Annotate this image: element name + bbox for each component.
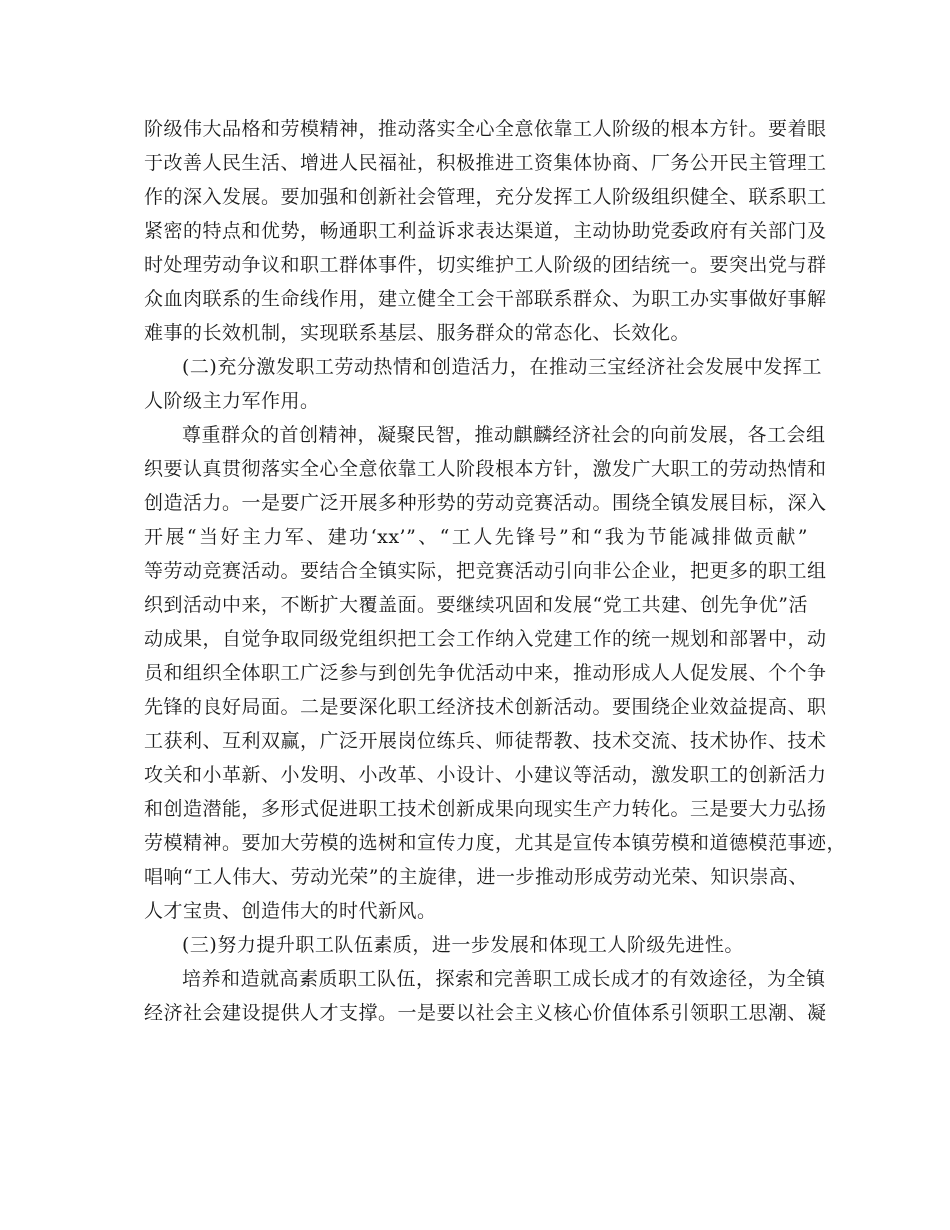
text-line: 织到活动中来，不断扩大覆盖面。要继续巩固和发展“党工共建、创先争优”活	[144, 594, 808, 616]
text-line: 尊重群众的首创精神，凝聚民智，推动麒麟经济社会的向前发展，各工会组	[182, 424, 826, 446]
text-line: 织要认真贯彻落实全心全意依靠工人阶段根本方针，激发广大职工的劳动热情和	[144, 458, 827, 480]
text-line: 人才宝贵、创造伟大的时代新风。	[144, 900, 437, 922]
text-line: 唱响“工人伟大、劳动光荣”的主旋律，进一步推动形成劳动光荣、知识崇高、	[144, 866, 808, 888]
text-line: 于改善人民生活、增进人民福祉，积极推进工资集体协商、厂务公开民主管理工	[144, 152, 827, 174]
text-line: 等劳动竞赛活动。要结合全镇实际，把竞赛活动引向非公企业，把更多的职工组	[144, 560, 827, 582]
text-line: 经济社会建设提供人才支撑。一是要以社会主义核心价值体系引领职工思潮、凝	[144, 1002, 827, 1024]
text-line: 阶级伟大品格和劳模精神，推动落实全心全意依靠工人阶级的根本方针。要着眼	[144, 118, 827, 140]
text-line: (三)努力提升职工队伍素质，进一步发展和体现工人阶级先进性。	[182, 934, 744, 956]
text-line: 动成果，自觉争取同级党组织把工会工作纳入党建工作的统一规划和部署中，动	[144, 628, 827, 650]
body-text	[144, 112, 847, 1030]
text-line: 开展“当好主力军、建功‘xx’”、“工人先锋号”和“我为节能减排做贡献”	[144, 526, 808, 548]
text-line: 作的深入发展。要加强和创新社会管理，充分发挥工人阶级组织健全、联系职工	[144, 186, 827, 208]
text-line: 创造活力。一是要广泛开展多种形势的劳动竞赛活动。围绕全镇发展目标，深入	[144, 492, 827, 514]
text-line: 众血肉联系的生命线作用，建立健全工会干部联系群众、为职工办实事做好事解	[144, 288, 827, 310]
text-line: 员和组织全体职工广泛参与到创先争优活动中来，推动形成人人促发展、个个争	[144, 662, 827, 684]
text-line: 培养和造就高素质职工队伍，探索和完善职工成长成才的有效途径，为全镇	[182, 968, 826, 990]
text-line: (二)充分激发职工劳动热情和创造活力，在推动三宝经济社会发展中发挥工	[182, 356, 822, 378]
text-line: 人阶级主力军作用。	[144, 390, 320, 412]
text-line: 时处理劳动争议和职工群体事件，切实维护工人阶级的团结统一。要突出党与群	[144, 254, 827, 276]
text-line: 难事的长效机制，实现联系基层、服务群众的常态化、长效化。	[144, 322, 691, 344]
text-line: 攻关和小革新、小发明、小改革、小设计、小建议等活动，激发职工的创新活力	[144, 764, 827, 786]
text-line: 和创造潜能，多形式促进职工技术创新成果向现实生产力转化。三是要大力弘扬	[144, 798, 827, 820]
text-line: 紧密的特点和优势，畅通职工利益诉求表达渠道，主动协助党委政府有关部门及	[144, 220, 827, 242]
text-line: 工获利、互利双赢，广泛开展岗位练兵、师徒帮教、技术交流、技术协作、技术	[144, 730, 827, 752]
text-line: 劳模精神。要加大劳模的选树和宣传力度，尤其是宣传本镇劳模和道德模范事迹，	[144, 832, 847, 854]
text-line: 先锋的良好局面。二是要深化职工经济技术创新活动。要围绕企业效益提高、职	[144, 696, 827, 718]
